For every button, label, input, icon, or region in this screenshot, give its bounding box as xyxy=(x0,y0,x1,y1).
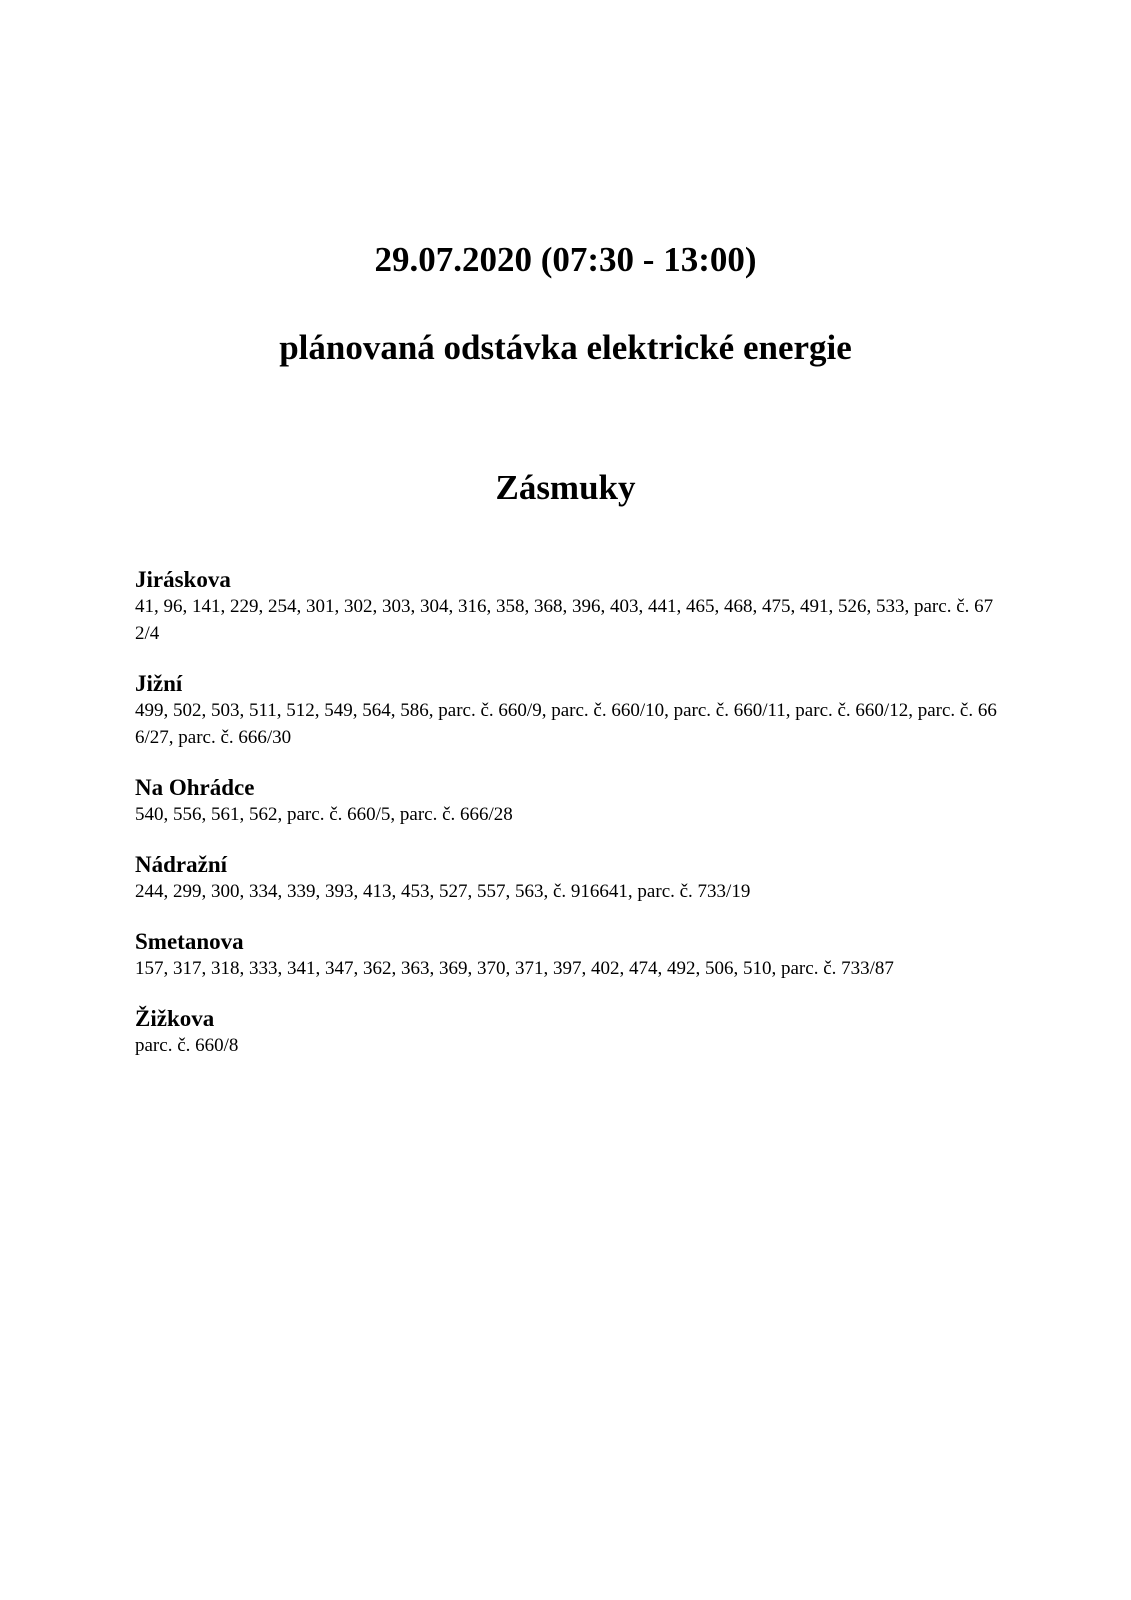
street-name: Žižkova xyxy=(135,1006,215,1031)
street-list xyxy=(135,566,1005,1082)
document-subtitle: plánovaná odstávka elektrické energie xyxy=(279,328,852,367)
street-name: Na Ohrádce xyxy=(135,775,255,800)
street-entry-jiraskova xyxy=(135,566,1005,647)
street-entry-nadrazni xyxy=(135,851,1005,905)
street-entry-jizni xyxy=(135,670,1005,751)
street-name: Smetanova xyxy=(135,929,244,954)
town-heading: Zásmuky xyxy=(495,468,636,507)
street-house-numbers: 157, 317, 318, 333, 341, 347, 362, 363, 369, 370, 371, 397, 402, 474, 492, 506, 510, parc. č. 733/87 xyxy=(135,958,894,979)
street-name: Jiráskova xyxy=(135,567,231,592)
street-house-numbers: parc. č. 660/8 xyxy=(135,1035,239,1056)
street-entry-smetanova xyxy=(135,928,1005,982)
street-house-numbers: 499, 502, 503, 511, 512, 549, 564, 586, parc. č. 660/9, parc. č. 660/10, parc. č. 660/11, parc. č. 660/12, parc. č. 666/27, parc. č. 666/30 xyxy=(135,700,997,748)
street-house-numbers: 41, 96, 141, 229, 254, 301, 302, 303, 304, 316, 358, 368, 396, 403, 441, 465, 468, 475, 491, 526, 533, parc. č. 672/4 xyxy=(135,596,994,644)
outage-date-time: 29.07.2020 (07:30 - 13:00) xyxy=(374,240,757,279)
street-house-numbers: 540, 556, 561, 562, parc. č. 660/5, parc. č. 666/28 xyxy=(135,804,513,825)
street-name: Jižní xyxy=(135,671,183,696)
street-entry-na-ohradce xyxy=(135,774,1005,828)
street-house-numbers: 244, 299, 300, 334, 339, 393, 413, 453, 527, 557, 563, č. 916641, parc. č. 733/19 xyxy=(135,881,751,902)
street-name: Nádražní xyxy=(135,852,227,877)
street-entry-zizkova xyxy=(135,1005,1005,1059)
